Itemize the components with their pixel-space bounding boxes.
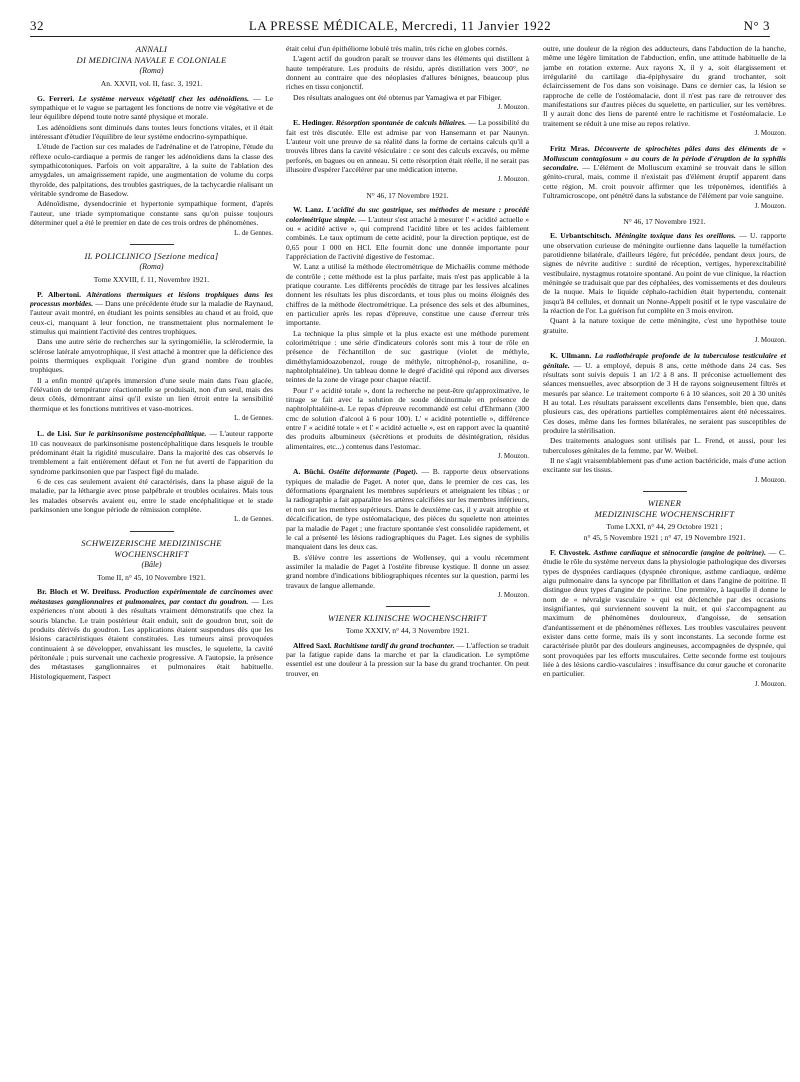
abstract-paragraph: Il ne s'agit vraisemblablement pas d'une action bactéricide, mais d'une action excitante sur les tissus. [543, 456, 786, 475]
abstract [30, 94, 273, 122]
abstract-paragraph: outre, une douleur de la région des adducteurs, dans l'abduction de la hanche, même une légère limitation de l'abduction, enfin, une attitude habituelle de la jambe en rotation externe. Aux rayons X, il y a, soit élargissement et irrégularité du cartilage dia-épiphysaire du grand trochanter, soit éclaircissement de l'os dans son voisinage. Dans ce dernier cas, la lésion se rapproche de celle de l'ostéomalacie, dont il n'est pas rare de retrouver des manifestations sur d'autres pièces du squelette, en particulier, sur les vertèbres. Il y aurait donc des liens de parenté entre le rachitisme et l'ostéomalacie. Le traitement se réduit à une mise au repos relative. [543, 44, 786, 128]
signature: J. Mouzon. [754, 679, 786, 688]
abstract [286, 467, 529, 551]
article-title: La radiothérapie profonde de la tuberculose testiculaire et génitale. [543, 351, 786, 370]
journal-issue [543, 533, 786, 542]
abstract-paragraph: Pour l' « acidité totale », dont la recherche ne peut-être qu'approximative, le titrage se fait avec la solution de soude décinormale en présence de naphtolphtaléine-α. Le repas d'épreuve recommandé est celui d'Ehrmann (300 cmc de solution d'alcool à 6 pour 100). L' « acidité potentielle », différence entre l' « acidité totale » et l' « acidité actuelle », est en rapport avec la quantité des produits albumineux (sécrétions et produits de désintégration, résidus alimentaires, etc...) contenus dans l'estomac. [286, 385, 529, 451]
signature: L. de Gennes. [234, 228, 273, 237]
article-author: E. Urbantschitsch. [550, 231, 612, 241]
page-number: 32 [30, 18, 44, 33]
signature: J. Mouzon. [754, 335, 786, 344]
abstract-text: — L'auteur s'est attaché à mesurer l' « acidité actuelle » ou « acidité active », qui comprend l'acidité libre et les acides faiblement combinés. Le taux optimum de cette acidité, pour la direction peptique, est de 0,65 pour 1 000 en HCl. Elle fournit donc une donnée importante pour l'appréciation de l'activité digestive de l'estomac. [286, 214, 529, 261]
divider [386, 606, 430, 607]
column-2 [286, 44, 529, 1074]
abstract-text: — U. a employé, depuis 8 ans, cette méthode dans 24 cas. Ses résultats sont suivis depuis 1 an 1/2 à 8 ans. Il préconise actuellement des séances mensuelles, avec absorption de 3 H de rayons soigneusement filtrés et mesurés par séance. Le traitement comporte 6 à 10 séances, soit 20 à 30 unités H au total. Les résultats paraissent excellents dans l'ensemble, bien que, dans plusieurs cas, des opérations partielles complémentaires aient été nécessaires. Ces doses, même dans les formes bilatérales, ne seraient pas susceptibles de produire la stérilisation. [543, 360, 786, 436]
article-author: E. Hedinger. [293, 118, 334, 128]
article-author: G. Ferreri. [37, 93, 75, 103]
abstract [286, 118, 529, 174]
journal-heading: WIENER KLINISCHE WOCHENSCHRIFT [328, 613, 487, 624]
article-title: Le système nerveux végétatif chez les adénoïdiens. [78, 93, 250, 103]
signature: J. Mouzon. [497, 175, 529, 184]
article-title: Méningite toxique dans les oreillons. [614, 231, 736, 241]
issue-date: N° 46, 17 Novembre 1921. [366, 190, 449, 200]
journal-heading: MEDIZINISCHE WOCHENSCHRIFT [594, 509, 735, 520]
journal-city: (Roma) [139, 66, 164, 75]
signature: J. Mouzon. [754, 475, 786, 484]
issue-number: N° 3 [743, 18, 770, 33]
article-title: Production expérimentale de carcinomes avec métastases ganglionnaires et pulmonaires, par contact du goudron. [30, 587, 273, 606]
abstract-text: — C. étudie le rôle du système nerveux dans la physiologie pathologique des diverses types de dyspnées cardiaques (dyspnée chronique, asthme cardiaque, œdème aigu pulmonaire dans la syncope par fibrillation et dans l'angine de poitrine. Il distingue deux types d'angine de poitrine. Une première, à laquelle il donne le nom de « névralgie vasculaire » qui est déclenchée par des occasions insignifiantes, qui surviennent souvent la nuit, et qui s'accompagnent au maximum de phénomènes douloureux, d'angoisse, de sensation d'anéantissement et de phénomènes réflexes. Les troubles vasculaires peuvent exister dans cette forme, mais ils y sont inconstants. La seconde forme est caractérisée plutôt par des douleurs angineuses, accompagnées de dyspnée, qui sont provoquées par les efforts musculaires. Cette seconde forme est toujours liée à des lésions cardio-vasculaires : insuffisance du cœur gauche et coronarite en particulier. [543, 547, 786, 679]
abstract-text: — Les expériences n'ont abouti à des résultats vraiment démonstratifs que chez la souris blanche. Le train postérieur était enduit, soit de goudron brut, soit de produits dérivés du goudron. Les applications étaient suspendues dès que les lésions caractéristiques étaient constituées. Les tumeurs ainsi provoquées continuaient à se développer, envahissant les muscles, le squelette, la cavité péritonéale ; puis survenait une cachexie progressive. A l'autopsie, la présence des métastases ganglionnaires et pulmonaires était habituelle. Histologiquement, l'aspect [30, 596, 273, 681]
abstract-text: — Le sympathique et le vague se partagent les fonctions de notre vie végétative et de leur équilibre dépend toute notre santé physique et morale. [30, 93, 273, 122]
abstract-paragraph: Des traitements analogues sont utilisés par L. Frend, et aussi, pour les tuberculoses génitales de la femme, par W. Weibel. [543, 436, 786, 455]
article-title: Ostéite déformante (Paget). [328, 467, 418, 477]
page-header [30, 14, 770, 37]
journal-issue-line: Tome LXXI, n° 44, 29 Octobre 1921 ; [606, 522, 723, 532]
article-author: Alfred Saxl. [293, 640, 332, 650]
abstract-text: — L'affection se traduit par la fatigue rapide dans la marche et par la claudication. Le symptôme essentiel est une douleur à la pression sur la base du grand trochanter. On peut trouver, en [286, 640, 529, 678]
journal-issue-line: n° 45, 5 Novembre 1921 ; n° 47, 19 Novembre 1921. [583, 533, 746, 543]
issue-date: N° 46, 17 Novembre 1921. [623, 216, 706, 226]
abstract [543, 231, 786, 315]
journal-city: (Bâle) [141, 559, 162, 569]
journal-issue: An. XXVII, vol. II, fasc. 3, 1921. [100, 79, 203, 89]
abstract-text: — L'élément de Molluscum examiné se trouvait dans le sillon génito-crural, mais, comme il n'existait pas d'élément éruptif apparent dans cette région, M. croit pouvoir affirmer que les tréponèmes, identifiés à l'ultramicroscope, ont pénétré dans la substance de l'élément par voie sanguine. [543, 163, 786, 201]
article-author: L. de Lisi. [37, 429, 72, 439]
abstract-paragraph: Il a enfin montré qu'après immersion d'une seule main dans l'eau glacée, l'élévation de température réactionnelle se produisait, non d'un seul, mais des deux côtés, démontrant ainsi qu'il existe un lien étroit entre la sensibilité thermique et les fonctions nutritives et vaso-motrices. [30, 375, 273, 413]
column-1 [30, 44, 273, 1074]
signature: J. Mouzon. [497, 452, 529, 461]
article-title: Rachitisme tardif du grand trochanter. [333, 640, 455, 650]
divider [130, 244, 174, 245]
abstract-paragraph: L'agent actif du goudron paraît se trouver dans les éléments qui distillent à haute température. Les produits de résidu, après distillation vers 300°, ne donnent au contraire que des néoplasies d'allures bénignes, beaucoup plus riches en tissu conjonctif. [286, 54, 529, 92]
abstract-text: — B. rapporte deux observations typiques de maladie de Paget. A noter que, dans le premier de ces cas, les déformations épargnaient les membres supérieurs et atteignaient les tibias ; or la radiographie a fait apparaître les artères calcifiées sur les membres inférieurs, et non sur les membres supérieurs. Dans le deuxième cas, il y avait atrophie et décalcification, de type ostéomalacique, des pièces du squelette non atteintes par la maladie de Paget ; une fracture spontanée s'est consolidée rapidement, et le cal a présenté les lésions radiographiques du Paget. Les signes de syphilis manquaient dans les deux cas. [286, 467, 529, 552]
journal-issue [543, 522, 786, 531]
article-author: W. Lanz. [293, 205, 324, 215]
abstract [30, 587, 273, 680]
signature: L. de Gennes. [234, 515, 273, 524]
abstract [543, 548, 786, 679]
article-author: P. Albertoni. [37, 289, 82, 299]
signature: J. Mouzon. [497, 590, 529, 599]
journal-heading: SCHWEIZERISCHE MEDIZINISCHE [81, 537, 222, 548]
journal-city: (Roma) [139, 261, 164, 271]
article-author: F. Chvostek. [550, 547, 591, 557]
journal-issue: Tome II, n° 45, 10 Novembre 1921. [97, 573, 206, 583]
journal-heading: WOCHENSCHRIFT [114, 548, 189, 559]
abstract-paragraph: était celui d'un épithéliome lobulé très malin, très riche en globes cornés. [286, 44, 508, 53]
journal-heading: DI MEDICINA NAVALE E COLONIALE [76, 55, 227, 65]
article-title: Asthme cardiaque et sténocardie (angine de poitrine). [593, 547, 767, 557]
abstract-text: — Dans une précédente étude sur la maladie de Raynaud, l'auteur avait montré, en étudiant les points sensibles au chaud et au froid, que ceux-ci, manquant à leur fonction, ne transmettaient plus normalement le stimulus qui maintient l'activité des centres trophiques. [30, 298, 273, 336]
abstract [286, 641, 529, 678]
abstract-paragraph: B. s'élève contre les assertions de Wollensey, qui a voulu récemment assimiler la maladie de Paget à l'ostéite fibreuse kystique. Il donne un assez grand nombre d'indications bibliographiques récentes sur la question, parmi les travaux de langue allemande. [286, 552, 529, 590]
article-title: Sur le parkinsonisme postencéphalitique. [74, 429, 207, 439]
abstract-paragraph: La technique la plus simple et la plus exacte est une méthode purement colorimétrique : une série d'indicateurs colorés sont mis à tour de rôle en présence de l'échantillon de suc gastrique (violet de méthyle, diméthylamidoazobenzol, rouge de méthyle, nitrophénol-p, rosaniline, α-naphtolphtaléine). Un tableau donne le degré d'acidité qui répond aux diverses teintes de la zone de virage pour chaque réactif. [286, 328, 529, 385]
journal-issue: Tome XXVIII, f. 11, Novembre 1921. [93, 275, 210, 285]
article-author: Br. Bloch et W. Dreifuss. [37, 587, 122, 597]
abstract-paragraph: W. Lanz a utilisé la méthode électrométrique de Michaëlis comme méthode de contrôle ; cette méthode est la plus parfaite, mais n'est pas applicable à la pratique courante. Les différents procédés de titrage par les lessives alcalines donnent les résultats les plus discordants, et tous plus ou moins éloignés des chiffres de la méthode électrométrique. La présence des sels et des albumines, en particulier après les repas d'épreuve, constitue une cause d'erreur très importante. [286, 262, 529, 328]
article-title: Découverte de spirochètes pâles dans des éléments de « Molluscum contagiosum » au cours de la période d'éruption de la syphilis secondaire. [543, 144, 786, 173]
abstract-text: — L'auteur rapporte 10 cas nouveaux de parkinsonisme postencéphalitique dans lesquels le trouble prédominant était la rigidité musculaire. Dans la majorité des cas observés le tremblement a fait entièrement défaut et l'on ne fut avertí de l'apparition du syndrome parkinsonien que par l'aspect figé du malade. [30, 429, 273, 476]
abstract-paragraph: Des résultats analogues ont été obtenus par Yamagiwa et par Fibiger. [293, 92, 502, 102]
journal-heading: WIENER [647, 498, 682, 509]
column-3 [543, 44, 786, 1074]
abstract-paragraph: Quant à la nature toxique de cette méningite, c'est une hypothèse toute gratuite. [543, 316, 786, 335]
signature: J. Mouzon. [497, 103, 529, 112]
signature: J. Mouzon. [754, 201, 786, 210]
abstract [30, 290, 273, 337]
journal-issue: Tome XXXIV, n° 44, 3 Novembre 1921. [345, 626, 470, 636]
abstract [286, 205, 529, 261]
article-title: Résorption spontanée de calculs biliaires. [335, 118, 467, 128]
journal-heading: IL POLICLINICO [Sezione medica] [84, 250, 219, 261]
article-title: Altérations thermiques et lésions trophiques dans les processus morbides. [30, 289, 273, 308]
abstract-text: — La possibilité du fait est très discutée. Elle est admise par von Hansemann et par Naunyn. L'auteur voit une preuve de sa réalité dans la forme de certains calculs qu'il a trouvés libres dans la cavité vésiculaire : ce sont des calculs excavés, ou même perforés, en bagues ou en anneau. Si cette résorption était réelle, il ne serait pas illusoire d'espérer l'accélérer par une médication interne. [286, 118, 529, 175]
abstract-paragraph: Adénoïdisme, dysendocrinie et hypertonie sympathique forment, d'après l'auteur, une triade symptomatique constante sans qu'on puisse toujours déterminer quel a été le premier en date de ces trois ordres de phénomènes. [30, 199, 273, 228]
abstract-paragraph: Dans une autre série de recherches sur la syringomiélie, la sclérodermie, la sclérose latérale amyotrophique, il s'est attaché à montrer que la déficience des points thermiques expliquait l'origine d'un grand nombre de troubles trophiques. [30, 337, 273, 375]
abstract-paragraph: 6 de ces cas seulement avaient été caractérisés, dans la phase aiguë de la maladie, par la léthargie avec ptose palpébrale et troubles oculaires. Mais tous les malades observés avaient eu, entre le stade encéphalitique et le stade parkinsonien une longue période de rémission complète. [30, 477, 273, 515]
article-author: Fritz Mras. [550, 144, 590, 154]
signature: L. de Gennes. [234, 414, 273, 422]
abstract [543, 351, 786, 435]
journal-title: LA PRESSE MÉDICALE, Mercredi, 11 Janvier 1922 [248, 18, 552, 33]
abstract-paragraph: Les adénoïdiens sont diminués dans toutes leurs fonctions vitales, et il était intéressant d'étudier l'équilibre de leur système endocrino-sympathique. [30, 122, 273, 142]
abstract [30, 429, 273, 476]
article-title: L'acidité du suc gastrique, ses méthodes de mesure : procédé colorimétrique simple. [286, 205, 529, 224]
signature: J. Mouzon. [754, 129, 786, 138]
abstract-text: — U. rapporte une observation curieuse de méningite ourlienne dans laquelle la tuméfaction parotidienne bilatérale, d'ailleurs légère, fut précédée, pendant deux jours, de signes de névrite auditive : surdité de réception, vertiges, hyperexcitabilité vestibulaire, nystagmus rotatoire spontané. Au point de vue clinique, la réaction méningée se traduisait que par des céphalées, des vomissements et des douleurs de la nuque. Mais le liquide céphalo-rachidien était hypertendu, contenait jusqu'à 84 cellules, et donnait un Nonne-Appelt positif et le type vasculaire de la réaction de l'or. La guérison fut complète en 3 mois environ. [543, 231, 786, 315]
divider [130, 531, 174, 532]
journal-heading: ANNALI [135, 44, 168, 54]
divider [643, 491, 687, 492]
article-author: A. Büchi. [293, 467, 325, 477]
abstract [543, 144, 786, 200]
abstract-paragraph: L'étude de l'action sur ces malades de l'adrénaline et de l'atropine, l'étude du réflexe oculo-cardiaque a permis de ranger les adénoïdiens dans la classe des sympathicotoniques. Parfois on voit apparaître, à la suite de l'ablation des amygdales, un amaigrissement rapide, une augmentation de volume du corps thyroïde, des palpitations, des troubles gastriques, de la tachycardie réalisant un véritable syndrome de Basedow. [30, 142, 273, 199]
article-author: K. Ullmann. [550, 351, 592, 361]
